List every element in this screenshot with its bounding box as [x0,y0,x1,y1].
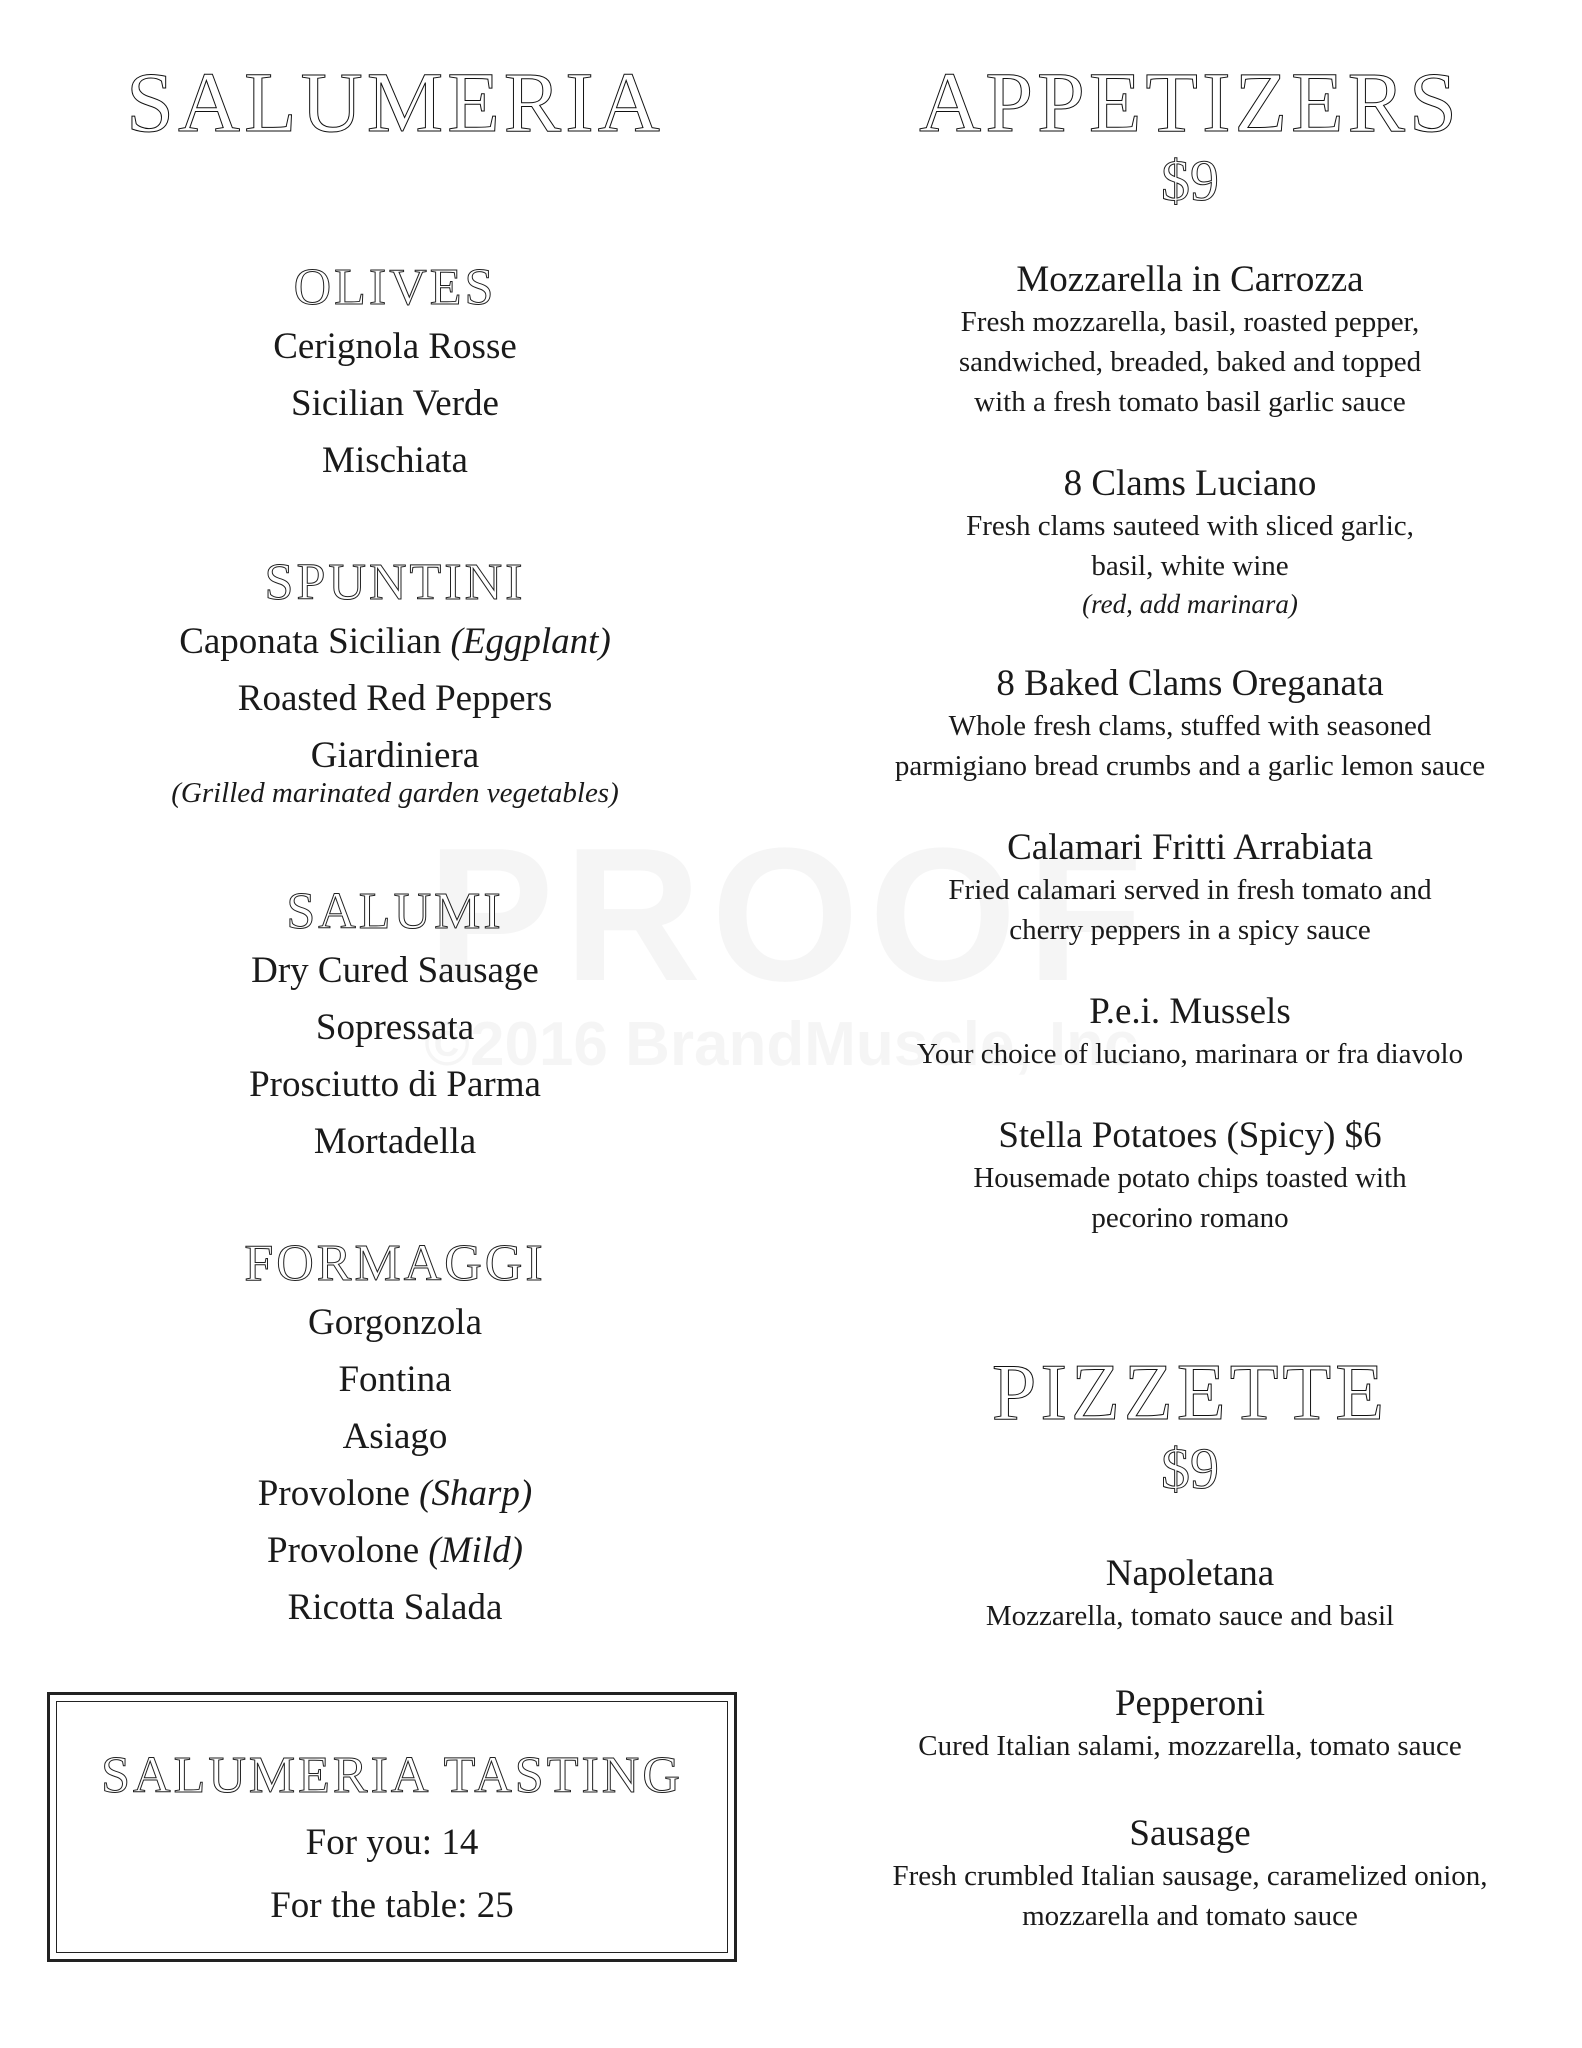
menu-item: Mortadella [313,1121,477,1162]
appetizer-item [820,826,1560,950]
salumeria-tasting-box [47,1692,737,1962]
item-note: (Mild) [428,1530,523,1571]
pizzette-name: Sausage [1129,1813,1251,1854]
menu-item: Cerignola Rosse [273,326,517,367]
appetizer-desc-line: Your choice of luciano, marinara or fra diavolo [916,1038,1464,1070]
appetizer-desc-line: Whole fresh clams, stuffed with seasoned [948,710,1432,742]
olives-title: OLIVES [293,259,497,316]
appetizer-name: Mozzarella in Carrozza [1016,259,1364,300]
menu-item: Sicilian Verde [291,383,499,424]
appetizers-price: $9 [1161,148,1219,213]
appetizer-item [820,1114,1560,1238]
salumi-section [40,882,750,1170]
menu-item: Gorgonzola [308,1302,482,1343]
appetizer-desc-line: pecorino romano [1091,1202,1289,1234]
appetizer-name: Stella Potatoes (Spicy) $6 [998,1115,1382,1156]
olives-section [40,258,750,489]
item-note: (Grilled marinated garden vegetables) [171,777,619,809]
pizzette-title: PIZZETTE [991,1349,1389,1437]
tasting-title: SALUMERIA TASTING [101,1747,683,1804]
menu-item: Dry Cured Sausage [251,950,539,991]
menu-item: Giardiniera [310,735,480,776]
appetizers-list [820,258,1560,1238]
menu-item: Roasted Red Peppers [237,678,553,719]
tasting-inner-frame [56,1701,728,1953]
pizzette-desc-line: mozzarella and tomato sauce [1022,1900,1358,1932]
appetizer-item [820,258,1560,422]
appetizer-desc-line: Fresh mozzarella, basil, roasted pepper, [960,306,1420,338]
salumeria-title: SALUMERIA [126,54,664,150]
item-note: (Sharp) [419,1473,533,1514]
menu-item: Ricotta Salada [287,1587,503,1628]
formaggi-title: FORMAGGI [244,1235,546,1292]
pizzette-name: Pepperoni [1114,1683,1266,1724]
pizzette-section [820,1348,1560,1936]
item-name: Provolone [257,1473,420,1514]
menu-item: Prosciutto di Parma [249,1064,541,1105]
appetizer-desc-line: with a fresh tomato basil garlic sauce [974,386,1406,418]
item-note: (Eggplant) [450,621,611,662]
pizzette-desc-line: Fresh crumbled Italian sausage, caramelized onion, [892,1860,1488,1892]
menu-item: Sopressata [315,1007,475,1048]
pizzette-item [820,1812,1560,1936]
appetizer-name: Calamari Fritti Arrabiata [1007,827,1373,868]
appetizer-desc-line: basil, white wine [1091,550,1289,582]
appetizer-desc-line: sandwiched, breaded, baked and topped [958,346,1422,378]
spuntini-title: SPUNTINI [264,554,526,611]
menu-item: Asiago [342,1416,448,1457]
appetizer-name: 8 Clams Luciano [1063,463,1317,504]
menu-item [40,1522,750,1579]
appetizers-title: APPETIZERS [919,54,1461,150]
appetizer-desc-line: Housemade potato chips toasted with [973,1162,1407,1194]
appetizer-desc-line: cherry peppers in a spicy sauce [1009,914,1371,946]
appetizer-desc-line: Fresh clams sauteed with sliced garlic, [966,510,1414,542]
appetizer-note: (red, add marinara) [1082,589,1298,619]
pizzette-item [820,1552,1560,1636]
appetizer-desc-line: parmigiano bread crumbs and a garlic lemon sauce [894,750,1486,782]
menu-item: Fontina [338,1359,452,1400]
menu-item [40,613,750,670]
menu-item [40,1465,750,1522]
pizzette-desc-line: Mozzarella, tomato sauce and basil [985,1600,1395,1632]
pizzette-name: Napoletana [1105,1553,1275,1594]
appetizer-item [820,662,1560,786]
salumi-title: SALUMI [286,883,504,940]
appetizer-item [820,990,1560,1074]
spuntini-section [40,553,750,810]
pizzette-desc-line: Cured Italian salami, mozzarella, tomato sauce [918,1730,1462,1762]
formaggi-section [40,1234,750,1636]
item-name: Caponata Sicilian [179,621,451,662]
item-name: Provolone [267,1530,429,1571]
pizzette-item [820,1682,1560,1766]
menu-item: Mischiata [322,440,468,481]
appetizer-desc-line: Fried calamari served in fresh tomato and [948,874,1432,906]
appetizer-name: P.e.i. Mussels [1089,991,1291,1032]
appetizers-column [820,0,1560,1936]
appetizer-name: 8 Baked Clams Oreganata [996,663,1384,704]
tasting-for-you: For you: 14 [305,1822,479,1863]
pizzette-price: $9 [1161,1436,1219,1501]
salumeria-column [40,0,750,1636]
tasting-for-table: For the table: 25 [270,1885,514,1926]
appetizer-item [820,462,1560,622]
